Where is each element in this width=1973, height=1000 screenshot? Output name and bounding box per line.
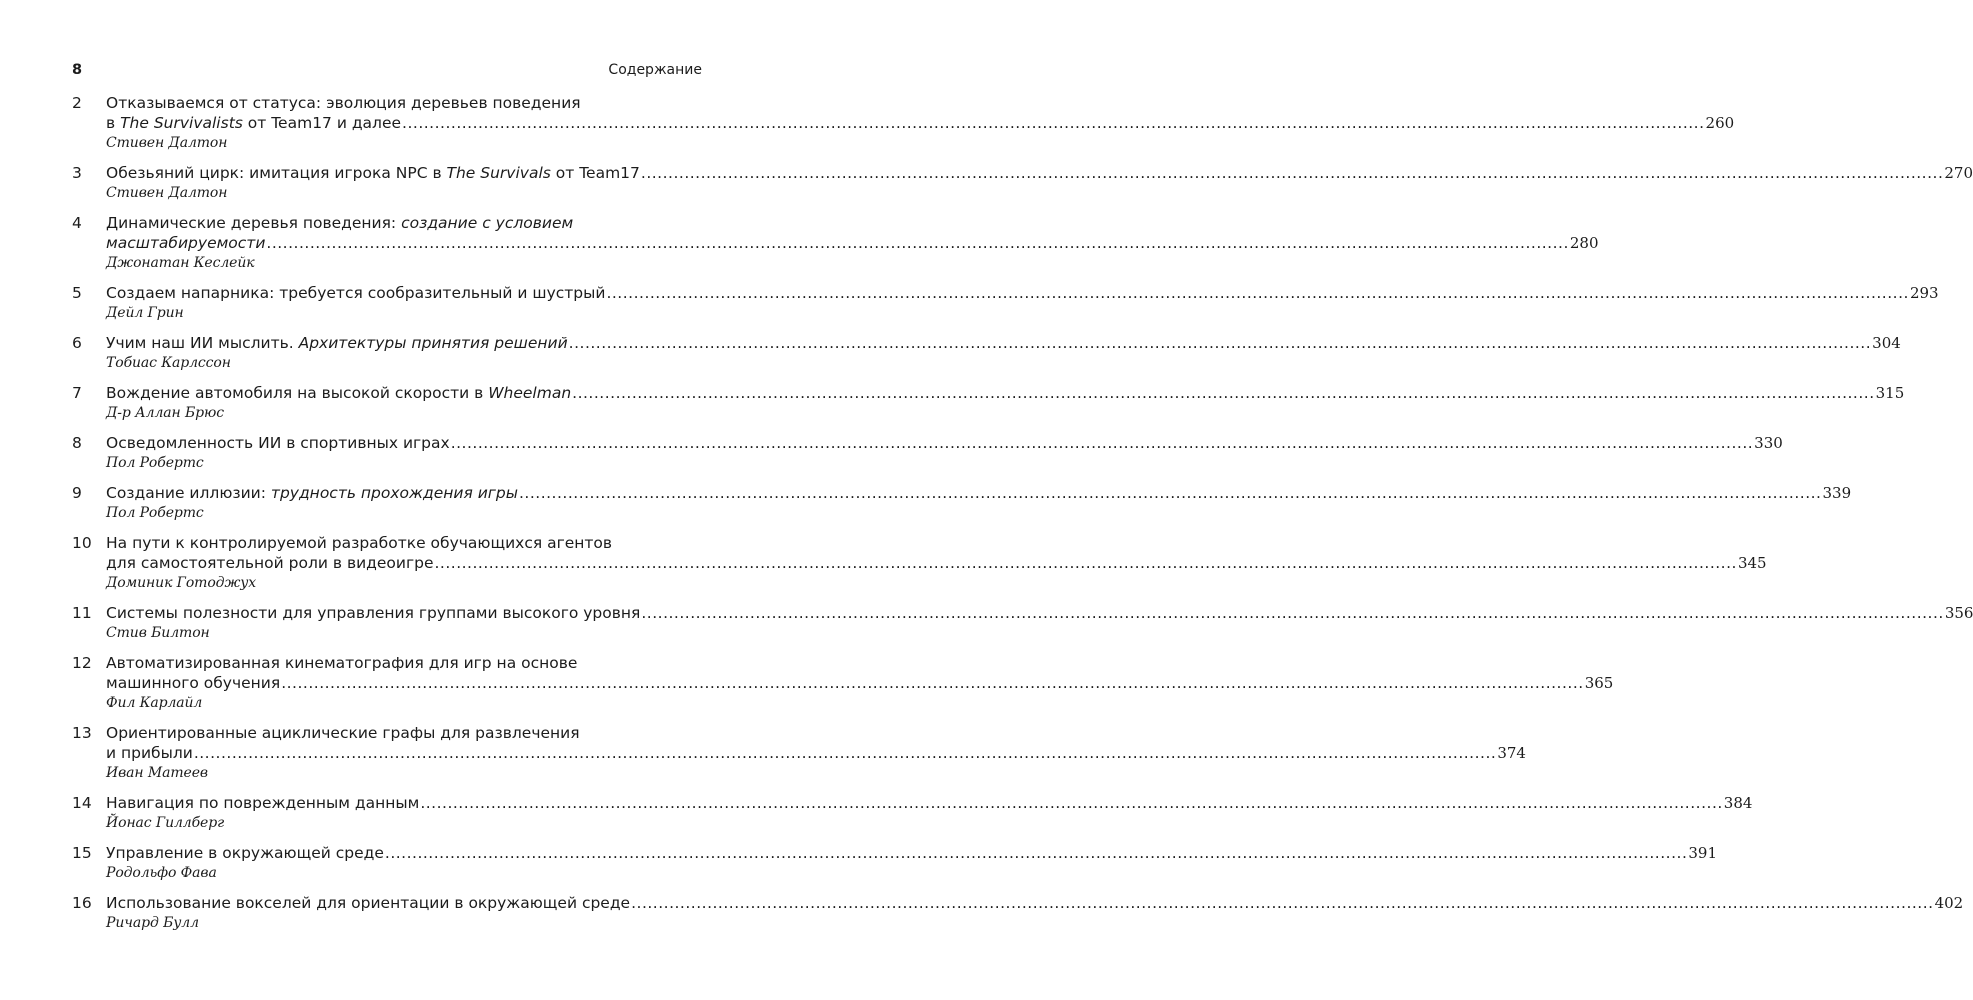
page-reference: 384 (1723, 794, 1753, 812)
chapter-title (106, 673, 280, 693)
title-segment: Динамические деревья поведения: (106, 214, 402, 232)
dot-leader (571, 383, 1875, 403)
title-segment: На пути к контролируемой разработке обучающихся агентов (106, 534, 613, 552)
page-reference: 304 (1872, 334, 1901, 352)
chapter-number: 7 (72, 384, 82, 402)
title-italic-segment: Wheelman (488, 384, 572, 402)
page-reference: 270 (1944, 164, 1973, 182)
chapter-number: 11 (72, 604, 92, 622)
toc-entry (72, 723, 1526, 783)
page-reference: 315 (1875, 384, 1905, 402)
chapter-author: Стив Билтон (106, 625, 210, 641)
dot-leader (401, 113, 1705, 133)
page-reference: 356 (1944, 604, 1973, 622)
chapter-title (106, 893, 630, 913)
chapter-title (106, 283, 605, 303)
dot-leader (640, 603, 1944, 623)
page-reference: 391 (1688, 844, 1718, 862)
chapter-title-line (106, 653, 702, 673)
dot-leader (384, 843, 1688, 863)
table-of-contents (72, 93, 1973, 943)
chapter-author: Ричард Булл (106, 915, 199, 931)
page-reference: 339 (1822, 484, 1852, 502)
chapter-title (106, 654, 577, 672)
toc-entry (72, 93, 1735, 153)
chapter-number: 14 (72, 794, 92, 812)
chapter-author: Дейл Грин (106, 305, 184, 321)
chapter-number: 16 (72, 894, 92, 912)
chapter-title-line (106, 163, 1973, 183)
page-reference: 345 (1737, 554, 1767, 572)
chapter-author: Доминик Готоджух (106, 575, 257, 591)
dot-leader (419, 793, 1723, 813)
toc-entry (72, 383, 1905, 423)
title-italic-segment: создание с условием (401, 214, 574, 232)
title-segment: Осведомленность ИИ в спортивных играх (106, 434, 450, 452)
title-segment: Автоматизированная кинематография для игр на основе (106, 654, 578, 672)
chapter-author: Стивен Далтон (106, 185, 228, 201)
chapter-title (106, 433, 450, 453)
page-number: 8 (72, 62, 83, 78)
chapter-title-line (106, 843, 1718, 863)
chapter-title-line (106, 483, 1852, 503)
chapter-title-line (106, 723, 702, 743)
chapter-title (106, 94, 581, 112)
chapter-title (106, 233, 265, 253)
chapter-number: 10 (72, 534, 92, 552)
chapter-title (106, 383, 571, 403)
chapter-author: Пол Робертс (106, 505, 204, 521)
title-segment: Учим наш ИИ мыслить. (106, 334, 299, 352)
page-reference: 402 (1934, 894, 1964, 912)
running-title: Содержание (608, 62, 702, 78)
chapter-title (106, 214, 573, 232)
chapter-number: 2 (72, 94, 82, 112)
toc-entry (72, 653, 1614, 713)
chapter-title (106, 743, 193, 763)
title-segment: Навигация по поврежденным данным (106, 794, 420, 812)
title-segment: от Team17 и далее (242, 114, 402, 132)
chapter-author: Йонас Гиллберг (106, 815, 225, 831)
toc-entry (72, 283, 1939, 323)
toc-entry (72, 793, 1753, 833)
chapter-author: Родольфо Фава (106, 865, 217, 881)
page-reference: 365 (1584, 674, 1614, 692)
chapter-number: 13 (72, 724, 92, 742)
chapter-title-line (106, 533, 702, 553)
chapter-title-line (106, 383, 1905, 403)
dot-leader (433, 553, 1737, 573)
chapter-title (106, 534, 612, 552)
title-segment: Создание иллюзии: (106, 484, 271, 502)
chapter-number: 4 (72, 214, 82, 232)
chapter-title (106, 113, 401, 133)
chapter-author: Стивен Далтон (106, 135, 228, 151)
dot-leader (280, 673, 1584, 693)
dot-leader (193, 743, 1497, 763)
chapter-title-line (106, 793, 1753, 813)
dot-leader (605, 283, 1909, 303)
dot-leader (640, 163, 1944, 183)
toc-entry (72, 433, 1783, 473)
title-segment: Использование вокселей для ориентации в окружающей среде (106, 894, 631, 912)
toc-entry (72, 483, 1852, 523)
chapter-number: 3 (72, 164, 82, 182)
title-segment: Управление в окружающей среде (106, 844, 384, 862)
chapter-title-line (106, 893, 1964, 913)
chapter-number: 5 (72, 284, 82, 302)
toc-entry (72, 163, 1973, 203)
chapter-title-line (106, 553, 1767, 573)
chapter-author: Д-р Аллан Брюс (106, 405, 224, 421)
title-segment: Создаем напарника: требуется сообразительный и шустрый (106, 284, 606, 302)
page-reference: 330 (1754, 434, 1783, 452)
chapter-number: 12 (72, 654, 92, 672)
page-reference: 260 (1705, 114, 1735, 132)
title-segment: Отказываемся от статуса: эволюция деревьев поведения (106, 94, 581, 112)
title-segment: машинного обучения (106, 674, 281, 692)
dot-leader (450, 433, 1754, 453)
title-italic-segment: трудность прохождения игры (270, 484, 518, 502)
toc-entry (72, 213, 1599, 273)
chapter-title (106, 483, 518, 503)
chapter-title-line (106, 743, 1526, 763)
chapter-author: Фил Карлайл (106, 695, 203, 711)
toc-entry (72, 603, 1973, 643)
chapter-number: 8 (72, 434, 82, 452)
chapter-title-line (106, 603, 1973, 623)
chapter-number: 6 (72, 334, 82, 352)
toc-entry (72, 893, 1964, 933)
title-segment: и прибыли (106, 744, 193, 762)
toc-entry (72, 533, 1767, 593)
title-segment: для самостоятельной роли в видеоигре (106, 554, 434, 572)
chapter-title-line (106, 113, 1735, 133)
title-segment: Ориентированные ациклические графы для развлечения (106, 724, 580, 742)
dot-leader (568, 333, 1872, 353)
chapter-author: Пол Робертс (106, 455, 204, 471)
title-segment: Системы полезности для управления группами высокого уровня (106, 604, 641, 622)
title-italic-segment: The Survivalists (120, 114, 243, 132)
chapter-title-line (106, 233, 1599, 253)
chapter-number: 15 (72, 844, 92, 862)
toc-entry (72, 843, 1718, 883)
title-segment: Вождение автомобиля на высокой скорости в (106, 384, 489, 402)
chapter-author: Джонатан Кеслейк (106, 255, 255, 271)
dot-leader (630, 893, 1934, 913)
chapter-title (106, 163, 640, 183)
title-italic-segment: The Survivals (446, 164, 551, 182)
chapter-title (106, 333, 568, 353)
chapter-title-line (106, 333, 1901, 353)
toc-entry (72, 333, 1901, 373)
chapter-title (106, 603, 640, 623)
dot-leader (518, 483, 1822, 503)
page-reference: 280 (1569, 234, 1599, 252)
chapter-title (106, 724, 580, 742)
chapter-title (106, 843, 384, 863)
chapter-title-line (106, 673, 1614, 693)
chapter-author: Иван Матеев (106, 765, 208, 781)
title-segment: Обезьяний цирк: имитация игрока NPC в (106, 164, 447, 182)
chapter-title (106, 553, 433, 573)
dot-leader (265, 233, 1569, 253)
chapter-title-line (106, 93, 702, 113)
page-reference: 374 (1497, 744, 1526, 762)
title-segment: в (106, 114, 121, 132)
chapter-title-line (106, 283, 1939, 303)
chapter-title-line (106, 433, 1783, 453)
title-italic-segment: масштабируемости (106, 234, 266, 252)
chapter-title-line (106, 213, 702, 233)
title-italic-segment: Архитектуры принятия решений (298, 334, 568, 352)
title-segment: от Team17 (550, 164, 640, 182)
chapter-author: Тобиас Карлссон (106, 355, 231, 371)
page-reference: 293 (1909, 284, 1939, 302)
chapter-number: 9 (72, 484, 82, 502)
chapter-title (106, 793, 419, 813)
